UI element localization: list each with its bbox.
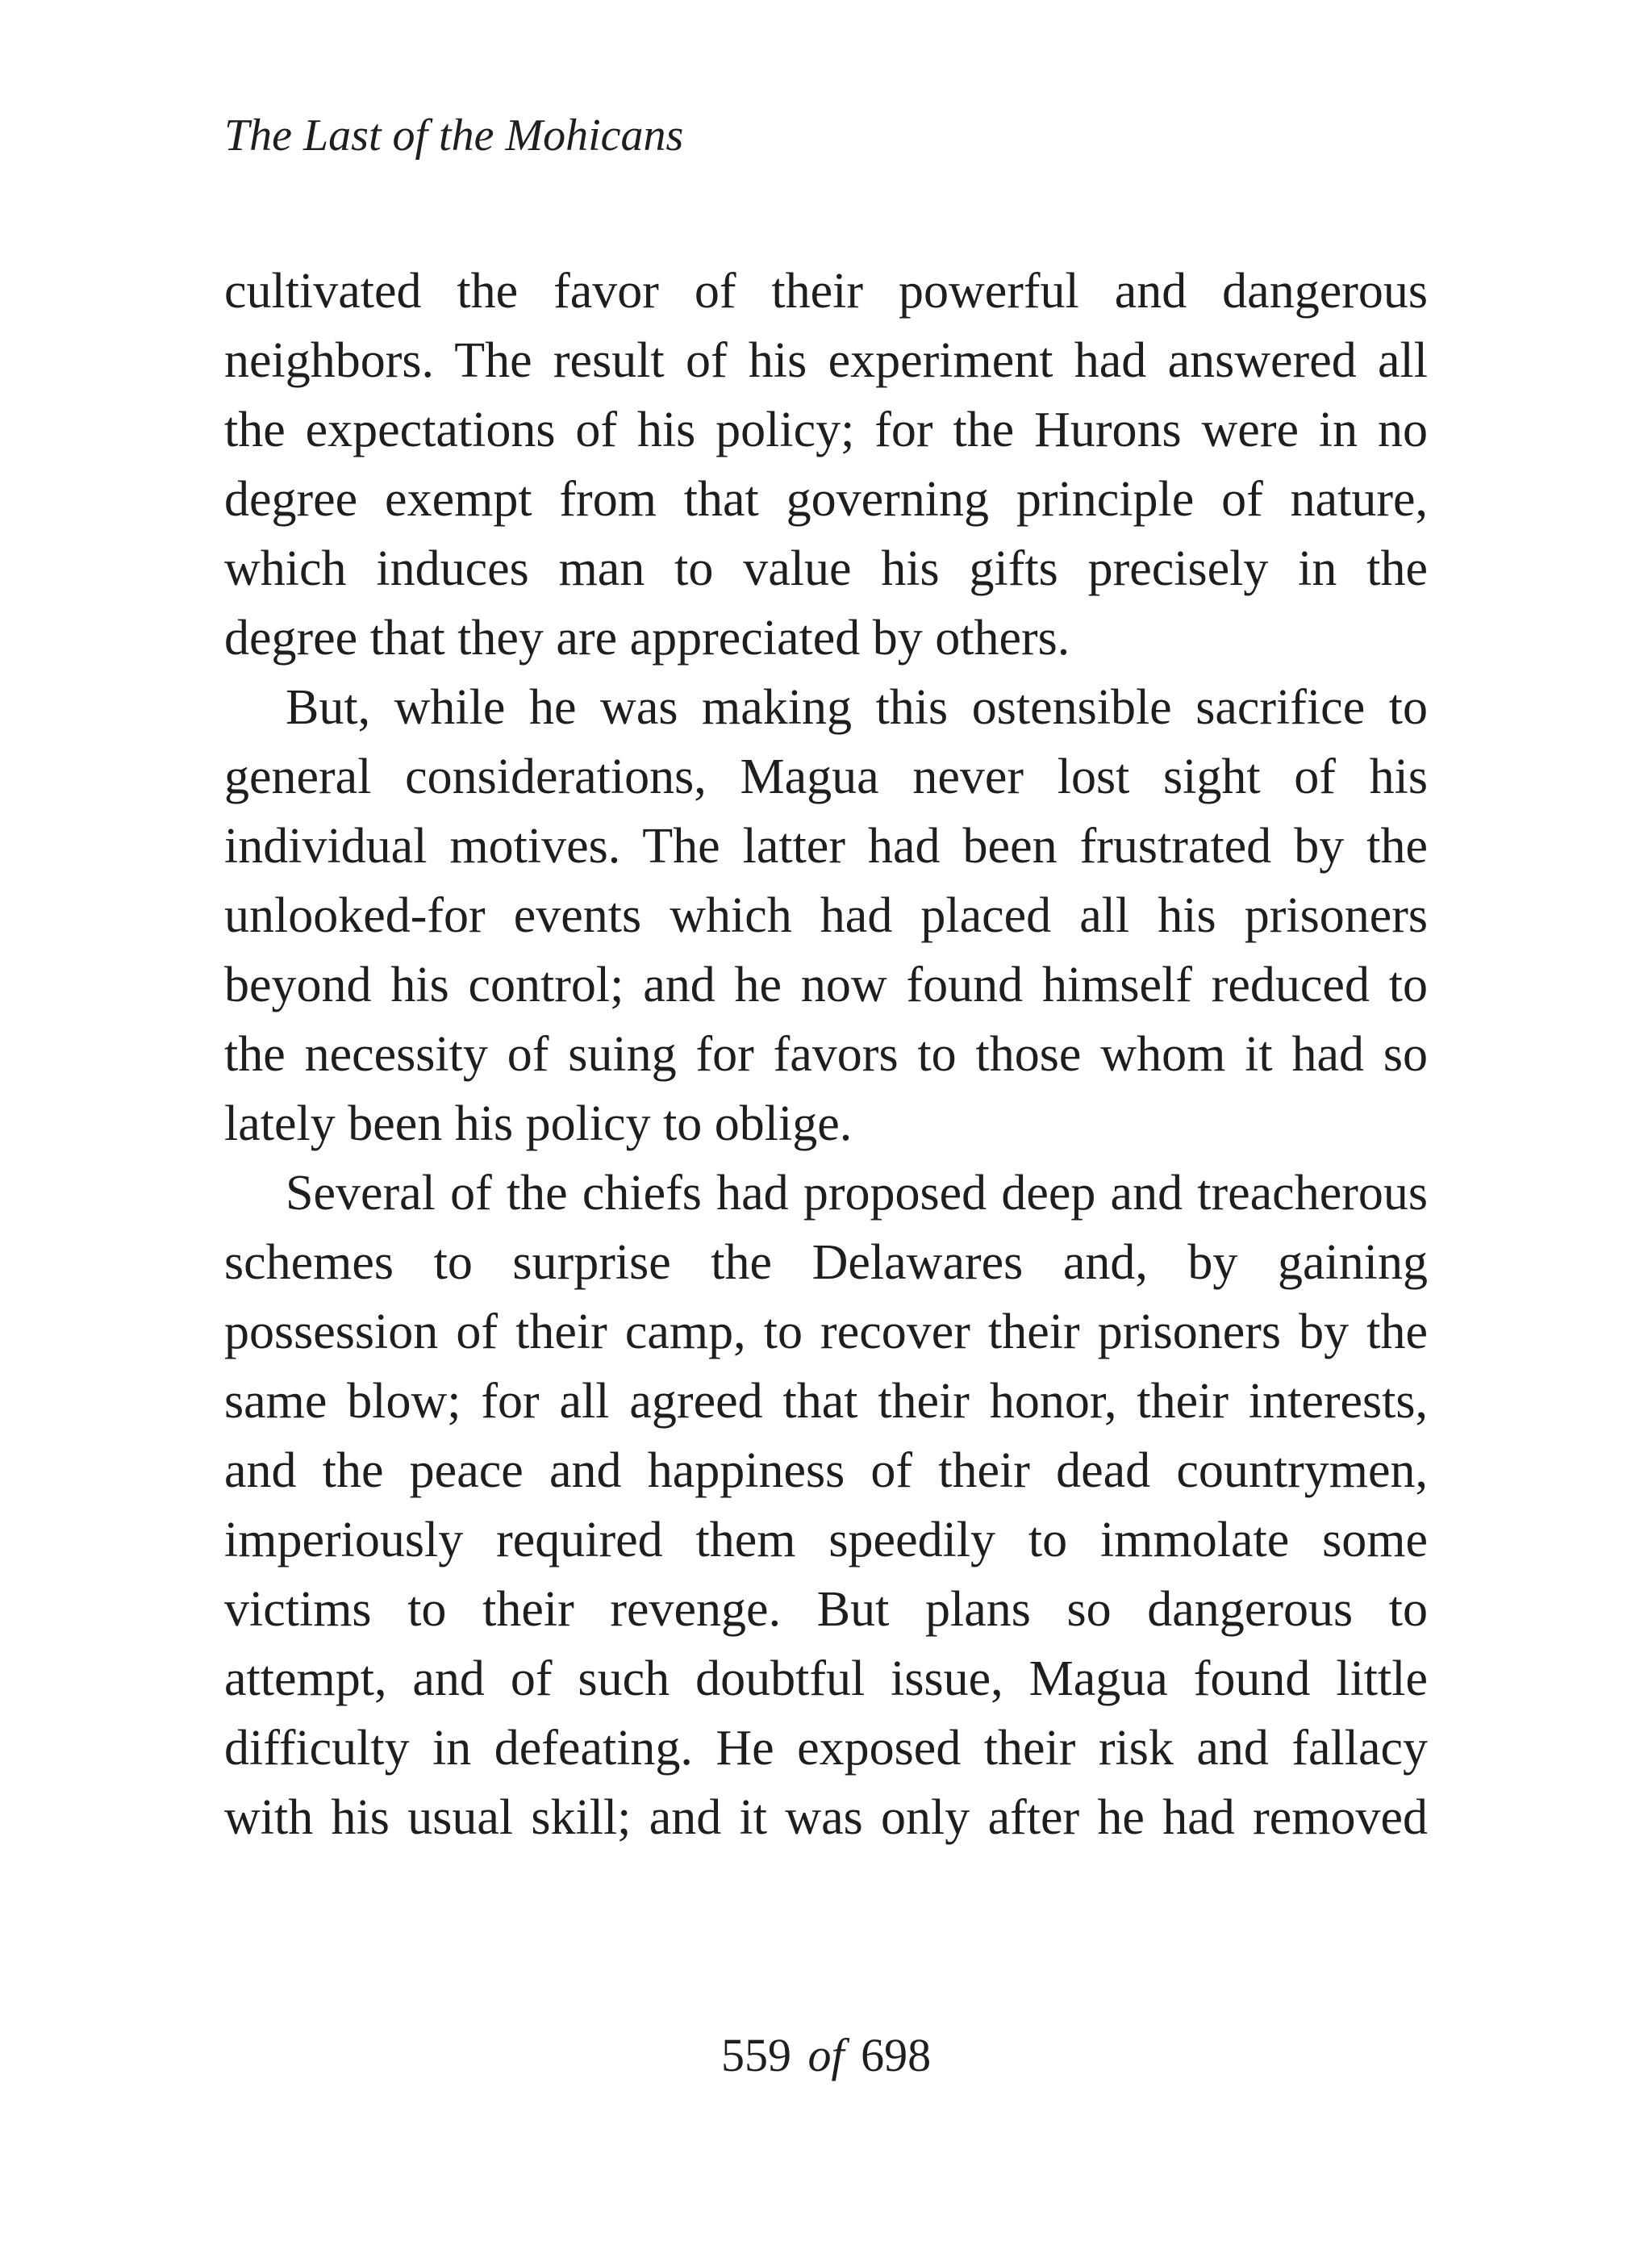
text-line: with his usual skill; and it was only after he had removed bbox=[224, 1790, 1428, 1845]
text-line: individual motives. The latter had been frustrated by the bbox=[224, 819, 1428, 874]
text-line: degree that they are appreciated by others. bbox=[224, 611, 1070, 666]
text-line: unlooked-for events which had placed all his prisoners bbox=[224, 888, 1428, 943]
text-line: lately been his policy to oblige. bbox=[224, 1096, 853, 1151]
page-body bbox=[224, 257, 1428, 1852]
text-line: attempt, and of such doubtful issue, Magua found little bbox=[224, 1651, 1428, 1706]
text-line: and the peace and happiness of their dead countrymen, bbox=[224, 1443, 1428, 1498]
total-pages: 698 bbox=[861, 2029, 932, 2081]
text-line: the necessity of suing for favors to those whom it had so bbox=[224, 1027, 1428, 1082]
text-line: But, while he was making this ostensible sacrifice to bbox=[286, 680, 1428, 735]
current-page: 559 bbox=[720, 2029, 791, 2081]
text-line: possession of their camp, to recover their prisoners by the bbox=[224, 1304, 1428, 1359]
text-line: difficulty in defeating. He exposed their risk and fallacy bbox=[224, 1721, 1428, 1776]
running-head: The Last of the Mohicans bbox=[224, 111, 684, 161]
text-line: imperiously required them speedily to immolate some bbox=[224, 1513, 1428, 1567]
text-line: Several of the chiefs had proposed deep and treacherous bbox=[286, 1166, 1428, 1221]
text-line: general considerations, Magua never lost sight of his bbox=[224, 749, 1428, 804]
text-line: neighbors. The result of his experiment had answered all bbox=[224, 333, 1428, 388]
text-line: cultivated the favor of their powerful and dangerous bbox=[224, 264, 1428, 319]
text-line: which induces man to value his gifts precisely in the bbox=[224, 541, 1428, 596]
text-line: schemes to surprise the Delawares and, by gaining bbox=[224, 1235, 1428, 1290]
text-line: victims to their revenge. But plans so dangerous to bbox=[224, 1582, 1428, 1637]
page-separator: of bbox=[807, 2029, 845, 2081]
text-line: same blow; for all agreed that their honor, their interests, bbox=[224, 1374, 1428, 1429]
text-line: beyond his control; and he now found himself reduced to bbox=[224, 958, 1428, 1012]
page-number bbox=[0, 2023, 1652, 2088]
text-line: the expectations of his policy; for the Hurons were in no bbox=[224, 403, 1428, 457]
text-line: degree exempt from that governing principle of nature, bbox=[224, 472, 1428, 527]
